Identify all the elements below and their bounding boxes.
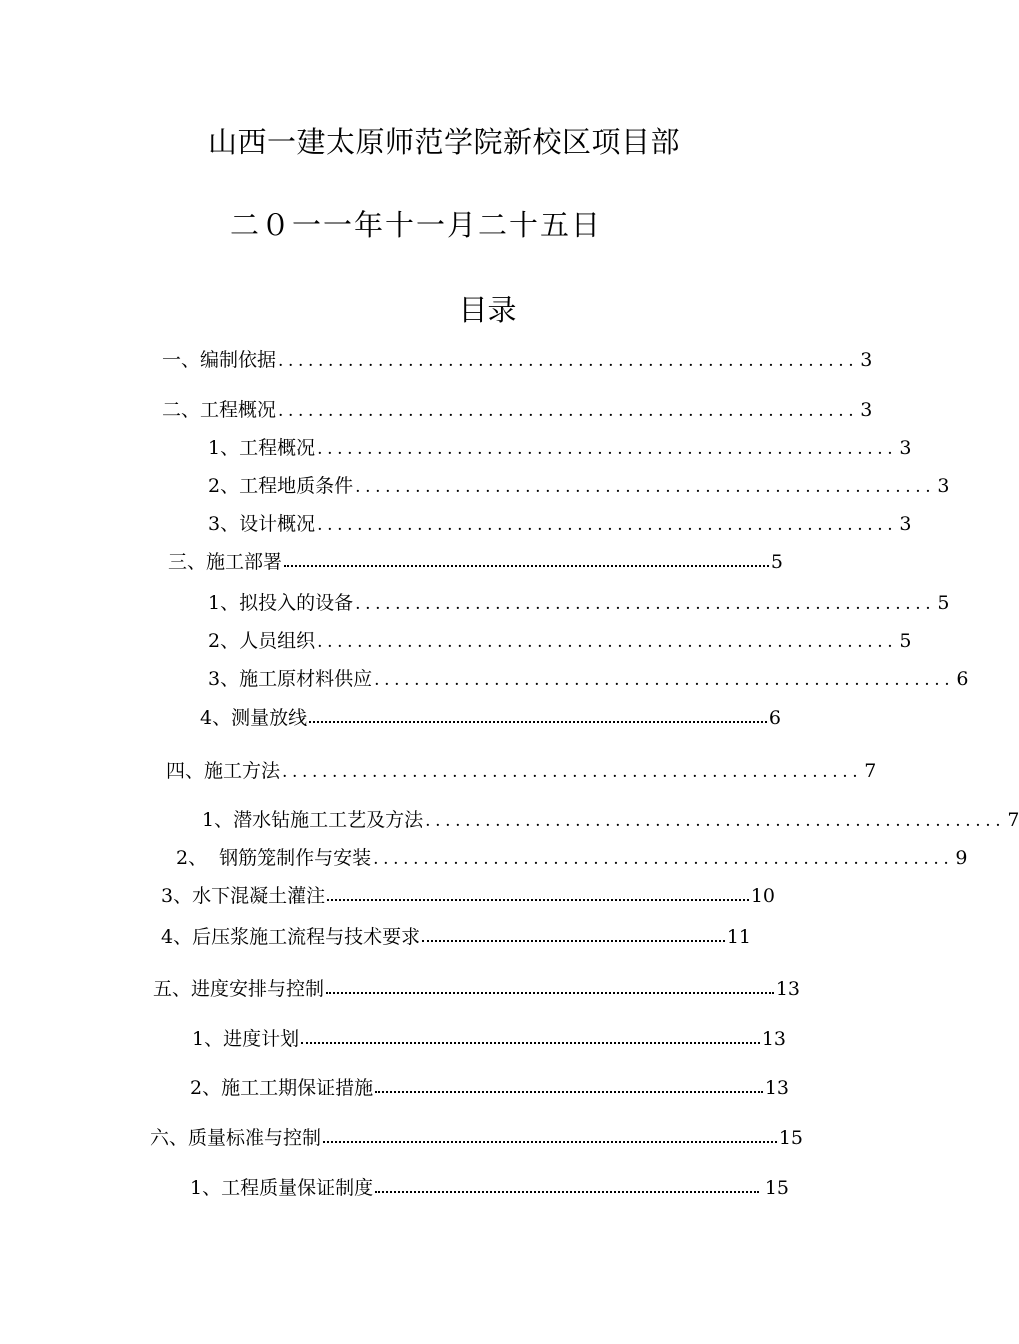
toc-entry-page: 3 (860, 349, 873, 371)
toc-entry-page: 11 (726, 926, 751, 948)
toc-entry[interactable] (208, 471, 950, 497)
toc-entry-label: 3、设计概况 (208, 513, 316, 535)
toc-entry-label: 2、工程地质条件 (208, 475, 354, 497)
toc-entry-label: 2、 钢筋笼制作与安装 (176, 847, 372, 869)
toc-entry[interactable] (192, 1024, 786, 1050)
toc-entry[interactable] (153, 974, 800, 1000)
toc-entry-label: 1、潜水钻施工工艺及方法 (202, 809, 424, 831)
toc-entry-label: 四、施工方法 (166, 760, 281, 782)
toc-entry[interactable] (208, 433, 912, 459)
toc-entry-label: 4、测量放线 (200, 707, 308, 729)
toc-entry-label: 2、人员组织 (208, 630, 316, 652)
toc-entry-page: 9 (955, 847, 968, 869)
toc-entry-label: 2、施工工期保证措施 (190, 1077, 374, 1099)
toc-leader: .......................................................... (282, 762, 863, 782)
toc-entry-page: 6 (768, 707, 781, 729)
toc-leader: .......................................................... (278, 351, 859, 371)
toc-entry-label: 1、进度计划 (192, 1028, 300, 1050)
toc-leader (375, 1191, 759, 1193)
toc-entry-label: 一、编制依据 (162, 349, 277, 371)
toc-entry[interactable] (162, 395, 873, 421)
toc-entry[interactable] (176, 843, 968, 869)
toc-entry[interactable] (208, 664, 969, 690)
toc-entry[interactable] (190, 1073, 789, 1099)
toc-leader: .......................................................... (317, 632, 898, 652)
document-date: 二０一一年十一月二十五日 (230, 208, 603, 242)
toc-entry-label: 三、施工部署 (168, 551, 283, 573)
toc-entry[interactable] (150, 1123, 803, 1149)
toc-entry[interactable] (200, 703, 781, 729)
toc-entry-page: 7 (864, 760, 877, 782)
toc-entry-page: 5 (899, 630, 912, 652)
toc-entry-page: 13 (761, 1028, 786, 1050)
toc-entry-page: 3 (899, 513, 912, 535)
toc-entry[interactable] (161, 881, 775, 907)
toc-entry-page: 3 (937, 475, 950, 497)
toc-leader: .......................................................... (355, 477, 936, 497)
toc-entry-page: 3 (860, 399, 873, 421)
toc-leader (301, 1042, 760, 1044)
toc-leader (327, 899, 749, 901)
toc-entry[interactable] (190, 1173, 789, 1199)
toc-leader: .......................................................... (425, 811, 1006, 831)
toc-leader (323, 1141, 777, 1143)
toc-entry[interactable] (168, 547, 783, 573)
toc-entry[interactable] (161, 922, 751, 948)
toc-entry[interactable] (208, 626, 912, 652)
toc-entry-page: 6 (956, 668, 969, 690)
toc-leader (284, 565, 769, 567)
toc-entry-page: 15 (764, 1177, 789, 1199)
toc-leader: .......................................................... (317, 439, 898, 459)
toc-entry-label: 4、后压浆施工流程与技术要求 (161, 926, 421, 948)
toc-entry-page: 10 (750, 885, 775, 907)
toc-entry-label: 3、施工原材料供应 (208, 668, 373, 690)
toc-leader (309, 721, 767, 723)
toc-entry-label: 二、工程概况 (162, 399, 277, 421)
toc-leader: .......................................................... (355, 594, 936, 614)
toc-entry-label: 六、质量标准与控制 (150, 1127, 322, 1149)
toc-entry-page: 7 (1007, 809, 1019, 831)
toc-entry[interactable] (208, 588, 950, 614)
toc-leader (422, 940, 725, 942)
toc-leader: .......................................................... (374, 670, 955, 690)
toc-leader (326, 992, 774, 994)
toc-entry-label: 1、工程概况 (208, 437, 316, 459)
toc-leader: .......................................................... (373, 849, 954, 869)
toc-entry-page: 5 (770, 551, 783, 573)
toc-entry-label: 1、拟投入的设备 (208, 592, 354, 614)
toc-entry-page: 13 (775, 978, 800, 1000)
toc-entry-page: 13 (764, 1077, 789, 1099)
toc-entry[interactable] (208, 509, 912, 535)
toc-entry-page: 5 (937, 592, 950, 614)
toc-entry-label: 五、进度安排与控制 (153, 978, 325, 1000)
toc-leader (375, 1091, 763, 1093)
toc-entry-page: 3 (899, 437, 912, 459)
organization-title: 山西一建太原师范学院新校区项目部 (208, 125, 681, 159)
toc-entry-label: 3、水下混凝土灌注 (161, 885, 326, 907)
toc-entry-page: 15 (778, 1127, 803, 1149)
toc-leader: .......................................................... (278, 401, 859, 421)
toc-entry-label: 1、工程质量保证制度 (190, 1177, 374, 1199)
toc-entry[interactable] (166, 756, 877, 782)
toc-entry[interactable] (202, 805, 1019, 831)
toc-entry[interactable] (162, 345, 873, 371)
toc-leader: .......................................................... (317, 515, 898, 535)
toc-title: 目录 (458, 293, 517, 327)
